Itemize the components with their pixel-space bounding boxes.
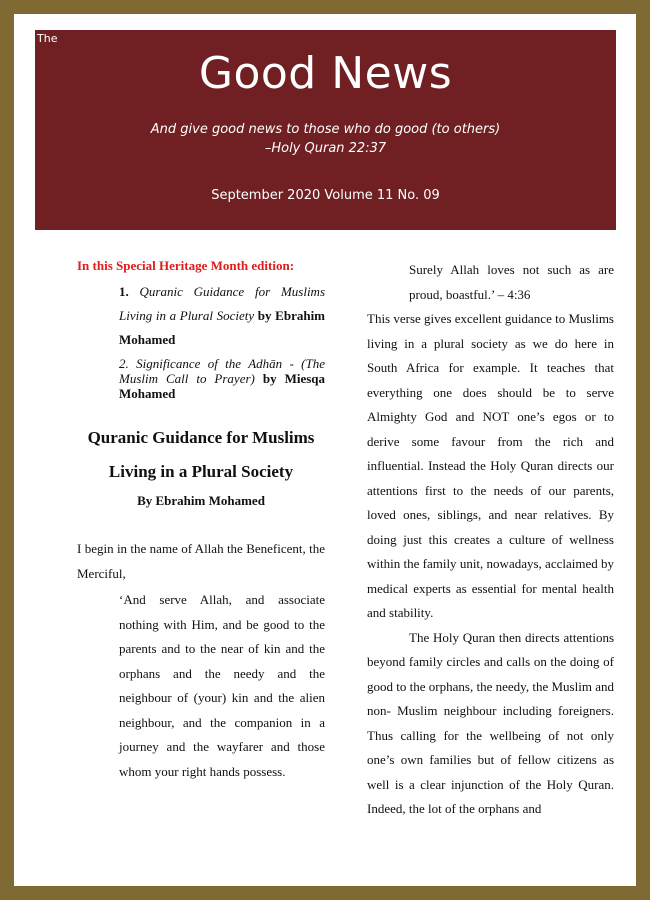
toc-item-number: 1. (119, 284, 129, 299)
newsletter-page (14, 14, 636, 886)
toc-item (119, 356, 325, 401)
tagline-reference: –Holy Quran 22:37 (264, 141, 387, 156)
masthead-banner (35, 30, 616, 230)
article-paragraph: The Holy Quran then directs attentions beyond family circles and calls on the doing of good to the orphans, the needy, the Muslim and non- Muslim neighbour including foreigners. Thus calling for the wellbeing of not only one’s own families but of fellow citizens as well is a clear injunction of the Holy Quran. Indeed, the lot of the orphans and (367, 629, 614, 816)
toc-item-author: Miesqa Mohamed (119, 371, 326, 401)
toc-item-number: 2. (119, 356, 129, 371)
article-paragraph: This verse gives excellent guidance to Muslims living in a plural society as we do here in South Africa for example. It teaches that everything one does should be to serve Almighty God and NOT one’s egos or to derive some favour from the rich and influential. Instead the Holy Quran directs our attentions first to the needs of our parents, loved ones, siblings, and near relatives. By doing just this creates a culture of wellness within the family unit, nowadays, acclaimed by medical experts as essential for mental health and stability. (367, 311, 614, 620)
masthead-the: The (37, 32, 58, 45)
quran-quote-continued: Surely Allah loves not such as are proud, boastful.’ – 4:36 (409, 262, 614, 302)
toc-item (119, 280, 325, 352)
toc-item-title: Significance of the Adhān - (The Muslim Call to Prayer) (119, 356, 325, 386)
right-column (367, 258, 614, 822)
edition-heading: In this Special Heritage Month edition: (77, 258, 295, 273)
toc-item-title: Quranic Guidance for Muslims Living in a Plural Society (119, 284, 326, 323)
toc-item-by: by (257, 308, 272, 323)
newsletter-title: Good News (198, 48, 453, 99)
table-of-contents (119, 280, 325, 401)
toc-item-author: Ebrahim Mohamed (119, 308, 326, 347)
masthead-tagline (35, 120, 616, 158)
issue-info: September 2020 Volume 11 No. 09 (211, 188, 440, 203)
article-title: Quranic Guidance for Muslims Living in a Plural Society (87, 428, 315, 481)
left-column (77, 258, 325, 784)
toc-item-by: by (262, 371, 277, 386)
tagline-quote: And give good news to those who do good (to others) (150, 122, 501, 137)
article-opening: I begin in the name of Allah the Beneficent, the Merciful, (77, 541, 325, 581)
quran-quote: ‘And serve Allah, and associate nothing with Him, and be good to the parents and to the near of kin and the orphans and the needy and the neighbour of (your) kin and the alien neighbour, and the companion in a journey and the wayfarer and those whom your right hands possess. (119, 592, 325, 779)
article-byline: By Ebrahim Mohamed (137, 493, 265, 508)
